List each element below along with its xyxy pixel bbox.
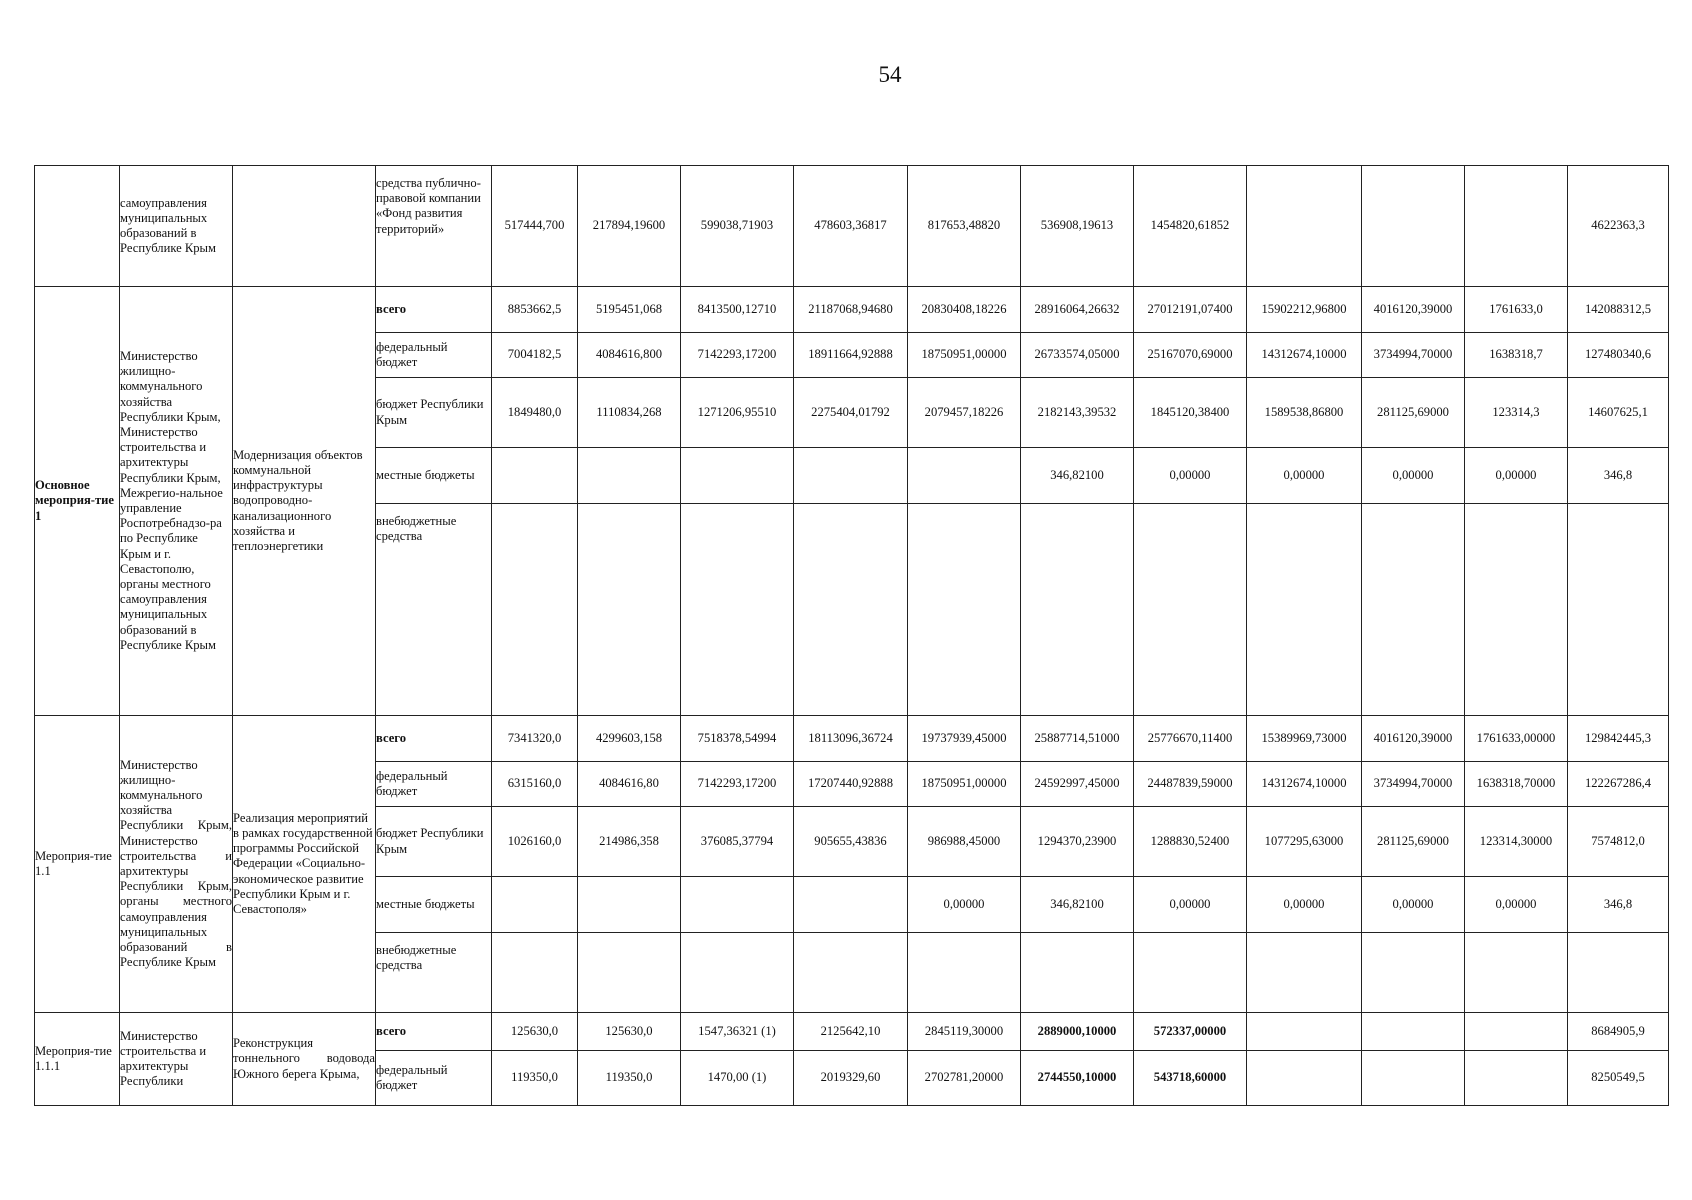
value-cell — [492, 448, 578, 504]
budget-table — [34, 165, 1669, 1106]
funding-source-cell: бюджет Республики Крым — [376, 807, 492, 877]
responsible-cell: Министерство жилищно-коммунального хозяйства Республики Крым, Министерство строительства и архитектуры Республики Крым, органы местного самоуправления муниципальных образований в Республике Крым — [120, 716, 233, 1013]
funding-source-cell: федеральный бюджет — [376, 333, 492, 378]
value-cell: 7142293,17200 — [681, 762, 794, 807]
value-cell: 7518378,54994 — [681, 716, 794, 762]
value-cell: 376085,37794 — [681, 807, 794, 877]
value-cell — [578, 877, 681, 933]
value-cell: 0,00000 — [1247, 877, 1362, 933]
funding-source-cell: всего — [376, 716, 492, 762]
value-cell: 2079457,18226 — [908, 378, 1021, 448]
page-number: 54 — [878, 62, 902, 87]
value-cell: 26733574,05000 — [1021, 333, 1134, 378]
value-cell — [681, 448, 794, 504]
value-cell: 0,00000 — [1465, 877, 1568, 933]
value-cell: 25776670,11400 — [1134, 716, 1247, 762]
value-cell: 346,82100 — [1021, 448, 1134, 504]
value-cell: 0,00000 — [1362, 877, 1465, 933]
value-cell: 1849480,0 — [492, 378, 578, 448]
value-cell: 346,8 — [1568, 877, 1669, 933]
value-cell — [578, 448, 681, 504]
value-cell — [681, 877, 794, 933]
value-cell: 0,00000 — [1465, 448, 1568, 504]
value-cell — [1247, 166, 1362, 287]
value-cell — [794, 504, 908, 716]
value-cell: 1294370,23900 — [1021, 807, 1134, 877]
value-cell — [681, 933, 794, 1013]
value-cell — [1465, 1013, 1568, 1051]
funding-source-cell: всего — [376, 287, 492, 333]
value-cell — [1465, 933, 1568, 1013]
value-cell: 2889000,10000 — [1021, 1013, 1134, 1051]
value-cell: 2744550,10000 — [1021, 1051, 1134, 1106]
value-cell: 1845120,38400 — [1134, 378, 1247, 448]
value-cell: 0,00000 — [1247, 448, 1362, 504]
value-cell: 1761633,0 — [1465, 287, 1568, 333]
value-cell: 986988,45000 — [908, 807, 1021, 877]
funding-source-cell: федеральный бюджет — [376, 762, 492, 807]
value-cell: 0,00000 — [1362, 448, 1465, 504]
value-cell: 2019329,60 — [794, 1051, 908, 1106]
value-cell: 129842445,3 — [1568, 716, 1669, 762]
value-cell — [578, 504, 681, 716]
value-cell: 1077295,63000 — [1247, 807, 1362, 877]
description-cell: Модернизация объектов коммунальной инфраструктуры водопроводно-канализационного хозяйства и теплоэнергетики — [233, 287, 376, 716]
value-cell: 15902212,96800 — [1247, 287, 1362, 333]
value-cell: 7142293,17200 — [681, 333, 794, 378]
value-cell: 817653,48820 — [908, 166, 1021, 287]
description-cell — [233, 166, 376, 287]
value-cell: 24487839,59000 — [1134, 762, 1247, 807]
value-cell: 543718,60000 — [1134, 1051, 1247, 1106]
responsible-cell: Министерство строительства и архитектуры Республики — [120, 1013, 233, 1106]
section-name-cell: Мероприя-тие 1.1.1 — [35, 1013, 120, 1106]
description-cell: Реализация мероприятий в рамках государственной программы Российской Федерации «Социально-экономическое развитие Республики Крым и г. Севастополя» — [233, 716, 376, 1013]
value-cell: 20830408,18226 — [908, 287, 1021, 333]
value-cell: 2125642,10 — [794, 1013, 908, 1051]
value-cell: 18113096,36724 — [794, 716, 908, 762]
value-cell: 536908,19613 — [1021, 166, 1134, 287]
value-cell — [1247, 504, 1362, 716]
value-cell: 478603,36817 — [794, 166, 908, 287]
value-cell: 119350,0 — [578, 1051, 681, 1106]
value-cell — [1247, 1013, 1362, 1051]
value-cell: 2275404,01792 — [794, 378, 908, 448]
value-cell — [1568, 933, 1669, 1013]
responsible-cell: Министерство жилищно-коммунального хозяйства Республики Крым, Министерство строительства и архитектуры Республики Крым, Межрегио-нальное управление Роспотребнадзо-ра по Республике Крым и г. Севастополю, органы местного самоуправления муниципальных образований в Республике Крым — [120, 287, 233, 716]
value-cell: 1470,00 (1) — [681, 1051, 794, 1106]
value-cell: 1288830,52400 — [1134, 807, 1247, 877]
value-cell: 3734994,70000 — [1362, 333, 1465, 378]
value-cell: 8250549,5 — [1568, 1051, 1669, 1106]
value-cell — [908, 448, 1021, 504]
value-cell: 15389969,73000 — [1247, 716, 1362, 762]
value-cell: 281125,69000 — [1362, 807, 1465, 877]
value-cell: 0,00000 — [908, 877, 1021, 933]
value-cell: 122267286,4 — [1568, 762, 1669, 807]
value-cell: 1638318,70000 — [1465, 762, 1568, 807]
section-name-cell — [35, 166, 120, 287]
value-cell: 27012191,07400 — [1134, 287, 1247, 333]
value-cell: 1589538,86800 — [1247, 378, 1362, 448]
value-cell: 127480340,6 — [1568, 333, 1669, 378]
value-cell — [1465, 504, 1568, 716]
funding-source-cell: бюджет Республики Крым — [376, 378, 492, 448]
value-cell: 18911664,92888 — [794, 333, 908, 378]
value-cell: 2702781,20000 — [908, 1051, 1021, 1106]
value-cell: 214986,358 — [578, 807, 681, 877]
value-cell: 8853662,5 — [492, 287, 578, 333]
value-cell: 142088312,5 — [1568, 287, 1669, 333]
value-cell — [492, 877, 578, 933]
value-cell: 8684905,9 — [1568, 1013, 1669, 1051]
value-cell: 125630,0 — [492, 1013, 578, 1051]
value-cell: 1110834,268 — [578, 378, 681, 448]
value-cell: 4299603,158 — [578, 716, 681, 762]
table-row — [35, 287, 1669, 333]
funding-source-cell: местные бюджеты — [376, 448, 492, 504]
value-cell: 18750951,00000 — [908, 333, 1021, 378]
section-name-cell: Основное мероприя-тие 1 — [35, 287, 120, 716]
value-cell: 14312674,10000 — [1247, 762, 1362, 807]
value-cell: 1547,36321 (1) — [681, 1013, 794, 1051]
value-cell: 123314,3 — [1465, 378, 1568, 448]
value-cell: 125630,0 — [578, 1013, 681, 1051]
value-cell: 4016120,39000 — [1362, 716, 1465, 762]
value-cell: 4622363,3 — [1568, 166, 1669, 287]
funding-source-cell: внебюджетные средства — [376, 504, 492, 716]
funding-source-cell: местные бюджеты — [376, 877, 492, 933]
funding-source-cell: всего — [376, 1013, 492, 1051]
value-cell: 19737939,45000 — [908, 716, 1021, 762]
value-cell: 7574812,0 — [1568, 807, 1669, 877]
value-cell — [1465, 1051, 1568, 1106]
value-cell: 905655,43836 — [794, 807, 908, 877]
value-cell — [1021, 504, 1134, 716]
value-cell: 346,8 — [1568, 448, 1669, 504]
value-cell — [1568, 504, 1669, 716]
value-cell: 4084616,800 — [578, 333, 681, 378]
value-cell — [681, 504, 794, 716]
value-cell: 572337,00000 — [1134, 1013, 1247, 1051]
value-cell: 18750951,00000 — [908, 762, 1021, 807]
value-cell: 14607625,1 — [1568, 378, 1669, 448]
value-cell — [794, 448, 908, 504]
funding-source-cell: федеральный бюджет — [376, 1051, 492, 1106]
value-cell — [578, 933, 681, 1013]
value-cell: 1454820,61852 — [1134, 166, 1247, 287]
value-cell — [908, 504, 1021, 716]
value-cell: 25167070,69000 — [1134, 333, 1247, 378]
funding-source-cell: внебюджетные средства — [376, 933, 492, 1013]
value-cell: 346,82100 — [1021, 877, 1134, 933]
table-row — [35, 716, 1669, 762]
value-cell — [492, 504, 578, 716]
value-cell — [1021, 933, 1134, 1013]
value-cell — [908, 933, 1021, 1013]
value-cell: 5195451,068 — [578, 287, 681, 333]
funding-source-cell: средства публично-правовой компании «Фонд развития территорий» — [376, 166, 492, 287]
value-cell: 1026160,0 — [492, 807, 578, 877]
value-cell: 2182143,39532 — [1021, 378, 1134, 448]
responsible-cell: самоуправления муниципальных образований в Республике Крым — [120, 166, 233, 287]
value-cell: 4084616,80 — [578, 762, 681, 807]
value-cell: 599038,71903 — [681, 166, 794, 287]
value-cell — [1362, 504, 1465, 716]
value-cell: 8413500,12710 — [681, 287, 794, 333]
value-cell — [492, 933, 578, 1013]
value-cell: 7341320,0 — [492, 716, 578, 762]
value-cell — [1362, 933, 1465, 1013]
value-cell: 1638318,7 — [1465, 333, 1568, 378]
value-cell — [1362, 1013, 1465, 1051]
value-cell — [1247, 1051, 1362, 1106]
value-cell: 17207440,92888 — [794, 762, 908, 807]
value-cell — [1247, 933, 1362, 1013]
description-cell: Реконструкция тоннельного водовода Южного берега Крыма, — [233, 1013, 376, 1106]
value-cell: 21187068,94680 — [794, 287, 908, 333]
value-cell: 28916064,26632 — [1021, 287, 1134, 333]
value-cell: 4016120,39000 — [1362, 287, 1465, 333]
value-cell: 119350,0 — [492, 1051, 578, 1106]
table-row — [35, 166, 1669, 287]
value-cell — [1134, 504, 1247, 716]
value-cell — [1465, 166, 1568, 287]
value-cell: 3734994,70000 — [1362, 762, 1465, 807]
value-cell: 2845119,30000 — [908, 1013, 1021, 1051]
value-cell — [1134, 933, 1247, 1013]
value-cell: 14312674,10000 — [1247, 333, 1362, 378]
value-cell: 281125,69000 — [1362, 378, 1465, 448]
value-cell: 25887714,51000 — [1021, 716, 1134, 762]
table-row — [35, 1013, 1669, 1051]
value-cell — [794, 933, 908, 1013]
value-cell: 517444,700 — [492, 166, 578, 287]
value-cell — [1362, 1051, 1465, 1106]
value-cell — [1362, 166, 1465, 287]
value-cell: 0,00000 — [1134, 877, 1247, 933]
value-cell: 24592997,45000 — [1021, 762, 1134, 807]
value-cell: 7004182,5 — [492, 333, 578, 378]
section-name-cell: Мероприя-тие 1.1 — [35, 716, 120, 1013]
value-cell: 217894,19600 — [578, 166, 681, 287]
value-cell — [794, 877, 908, 933]
value-cell: 1761633,00000 — [1465, 716, 1568, 762]
value-cell: 6315160,0 — [492, 762, 578, 807]
value-cell: 0,00000 — [1134, 448, 1247, 504]
value-cell: 1271206,95510 — [681, 378, 794, 448]
value-cell: 123314,30000 — [1465, 807, 1568, 877]
